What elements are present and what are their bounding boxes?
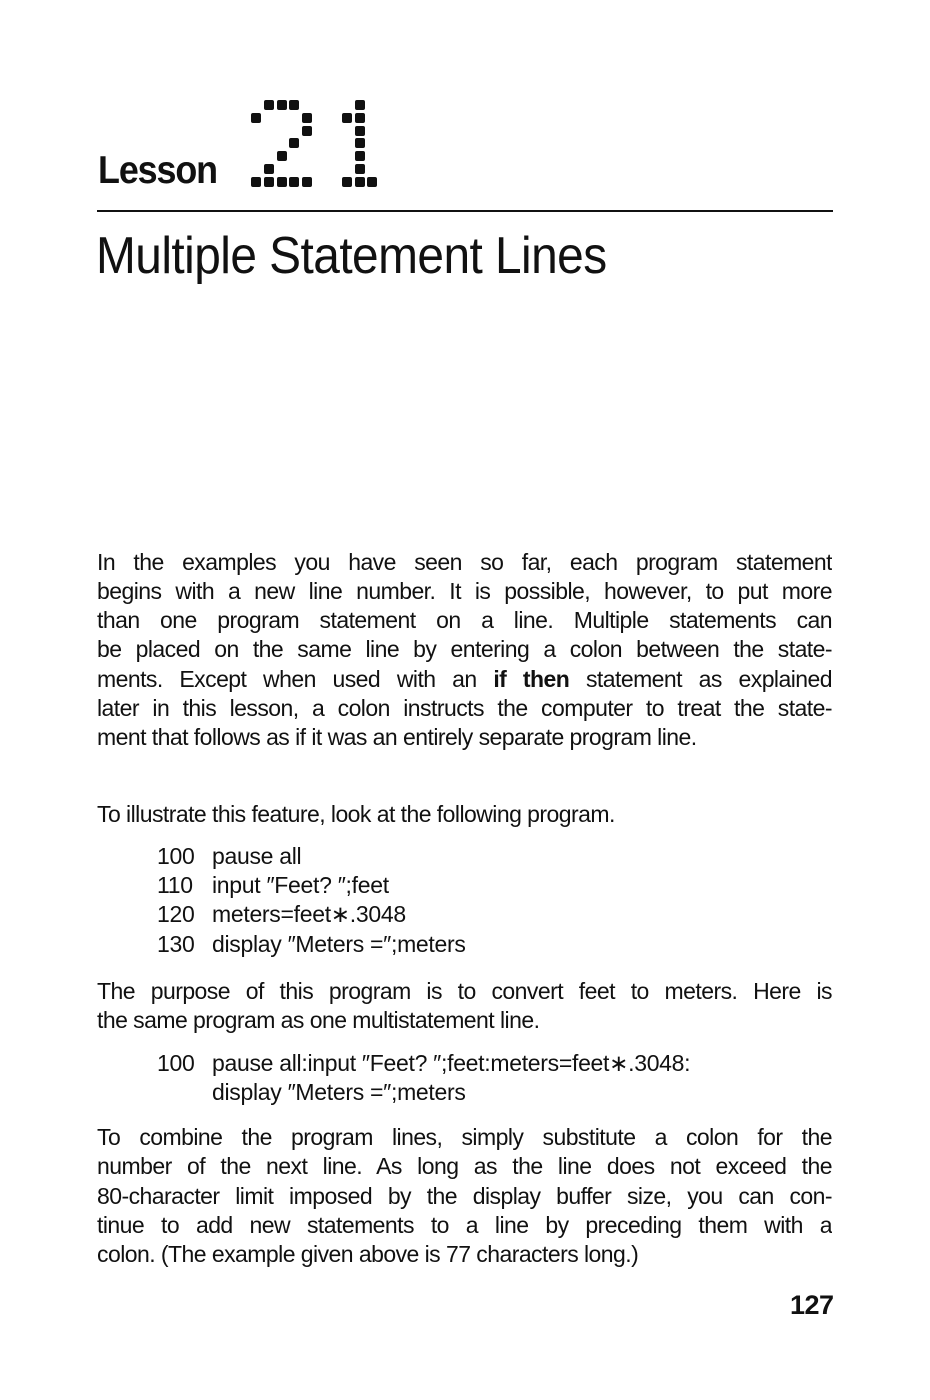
matrix-dot: [264, 164, 274, 174]
code-line: [157, 842, 777, 871]
paragraph-line: 80-character limit imposed by the display buffer size, you can con-: [97, 1183, 832, 1209]
matrix-dot: [289, 177, 299, 187]
matrix-dot: [367, 177, 377, 187]
paragraph-line: the same program as one multistatement line.: [97, 1007, 540, 1033]
matrix-dot: [355, 151, 365, 161]
matrix-dot: [302, 113, 312, 123]
matrix-dot: [355, 177, 365, 187]
paragraph-line: In the examples you have seen so far, each program statement: [97, 549, 832, 575]
matrix-dot: [289, 138, 299, 148]
paragraph-line: later in this lesson, a colon instructs the computer to treat the state-: [97, 695, 832, 721]
matrix-dot: [264, 177, 274, 187]
text-segment: statement as explained: [569, 666, 832, 692]
paragraph-line: number of the next line. As long as the line does not exceed the: [97, 1153, 832, 1179]
statement: pause all:input ″Feet? ″;feet:meters=feet∗.3048:: [212, 1050, 691, 1076]
matrix-dot: [355, 164, 365, 174]
matrix-dot: [289, 100, 299, 110]
line-number: 130: [157, 931, 195, 957]
line-number: 100: [157, 843, 195, 869]
paragraph-line: than one program statement on a line. Multiple statements can: [97, 607, 832, 633]
matrix-dot: [251, 177, 261, 187]
paragraph-line: The purpose of this program is to convert feet to meters. Here is: [97, 978, 832, 1004]
matrix-dot: [355, 138, 365, 148]
line-number: 120: [157, 901, 195, 927]
matrix-dot: [277, 177, 287, 187]
matrix-dot: [251, 113, 261, 123]
code-line: [157, 900, 777, 929]
code-line: [157, 1049, 777, 1078]
matrix-dot: [342, 177, 352, 187]
paragraph-line: colon. (The example given above is 77 characters long.): [97, 1241, 639, 1267]
matrix-dot: [355, 126, 365, 136]
matrix-dot: [355, 113, 365, 123]
statement: display ″Meters =″;meters: [212, 931, 466, 957]
page-number: 127: [790, 1290, 834, 1320]
matrix-dot: [264, 100, 274, 110]
statement: meters=feet∗.3048: [212, 901, 406, 927]
lesson-label: Lesson: [98, 149, 217, 192]
header-rule: [97, 210, 833, 212]
code-line-continuation: [157, 1078, 777, 1107]
paragraph-line: [97, 665, 832, 694]
code-line: [157, 930, 777, 959]
matrix-dot: [302, 177, 312, 187]
lesson-title: Multiple Statement Lines: [96, 227, 607, 285]
paragraph-line: To illustrate this feature, look at the following program.: [97, 801, 615, 827]
line-number: 110: [157, 872, 193, 898]
text-segment: ments. Except when used with an: [97, 666, 494, 692]
matrix-dot: [302, 126, 312, 136]
line-number: 100: [157, 1050, 195, 1076]
matrix-dot: [342, 113, 352, 123]
statement: pause all: [212, 843, 302, 869]
matrix-dot: [277, 151, 287, 161]
lesson-number-dot-matrix: [0, 0, 930, 200]
paragraph-line: To combine the program lines, simply substitute a colon for the: [97, 1124, 832, 1150]
paragraph-line: begins with a new line number. It is possible, however, to put more: [97, 578, 832, 604]
paragraph-line: tinue to add new statements to a line by preceding them with a: [97, 1212, 832, 1238]
statement: display ″Meters =″;meters: [212, 1079, 466, 1105]
code-line: [157, 871, 777, 900]
bold-keyword: if then: [493, 666, 570, 692]
matrix-dot: [277, 100, 287, 110]
paragraph-line: be placed on the same line by entering a colon between the state-: [97, 636, 832, 662]
paragraph-line: ment that follows as if it was an entirely separate program line.: [97, 724, 697, 750]
matrix-dot: [355, 100, 365, 110]
statement: input ″Feet? ″;feet: [212, 872, 389, 898]
